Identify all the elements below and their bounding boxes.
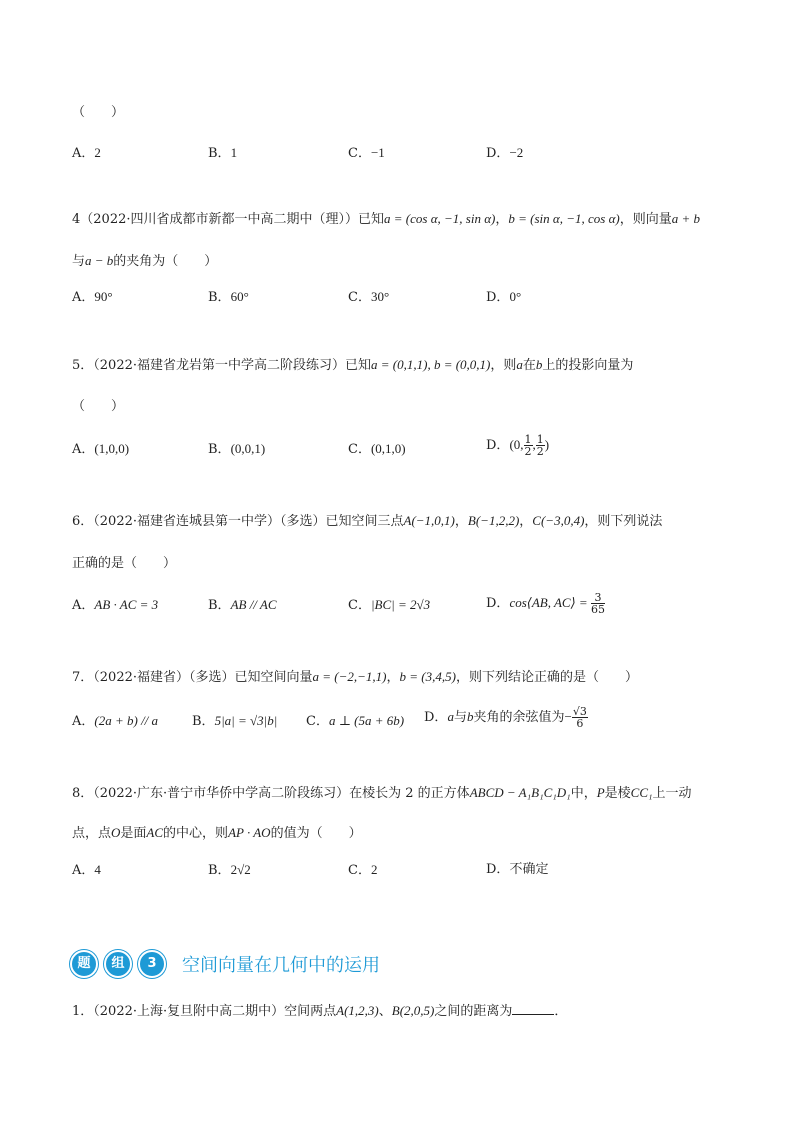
option-value: 2 [370,862,378,877]
question-number: 1． [72,1004,94,1019]
group-badge-ti: 题 [70,950,98,978]
math-vector-b: b [535,357,543,372]
group-badge-zu: 组 [104,950,132,978]
math-point-a: A(1,2,3) [336,1003,379,1018]
q8-stem-line1 [72,784,692,803]
option-value: cos⟨AB, AC⟩ = [509,595,591,610]
stem-text: 上的投影向量为 [542,358,634,373]
fraction [536,434,545,457]
question-source: （2022·福建省连城县第一中学）（多选） [93,514,326,529]
q6-option-c [348,596,430,615]
stem-text: 的夹角为（ ） [113,254,218,269]
option-value: (1,0,0) [94,441,130,456]
math-vector-b-def: b = (sin α, −1, cos α) [508,211,620,226]
fraction-numerator: 1 [536,433,544,446]
question-source: （2022·四川省成都市新都一中高二期中（理）） [80,212,358,227]
option-value: ) [544,437,550,452]
math-vector-a-def: a = (−2,−1,1) [312,669,387,684]
stem-text: 已知 [358,212,385,227]
q8-option-c [348,861,377,880]
q5-option-c [348,440,406,459]
option-value: 30° [370,289,390,304]
option-value: −2 [509,145,524,160]
q4-option-a [72,288,113,307]
option-value: 2√2 [230,862,251,877]
stem-text: 的值为（ ） [270,826,362,841]
math-sum: a + b [671,211,701,226]
option-value: , [532,437,536,452]
option-value: 5|a| = √3|b| [214,713,278,728]
option-value: (2a + b) // a [94,713,159,728]
math-edge: CC₁ [630,785,653,800]
q8-option-b [208,861,251,880]
fraction [572,706,588,729]
question-number: 4 [72,212,81,227]
option-value: (0, [509,437,524,452]
math-cube: ABCD − A₁B₁C₁D₁ [469,785,571,800]
math-point-o: O [111,825,121,840]
q6-option-b [208,596,277,615]
option-value: 60° [230,289,249,304]
fraction-denominator: 6 [576,717,584,730]
stem-text: 已知空间向量 [234,670,313,685]
option-label: D． [486,146,510,161]
math-vector-a: a [516,357,523,372]
option-label: A． [72,442,95,457]
q5-option-d [486,434,549,457]
fraction-denominator: 65 [590,603,605,616]
option-label: B． [208,290,231,305]
q6-stem-line1 [72,512,662,531]
stem-text: 在 [522,358,536,373]
question-number: 6． [72,514,94,529]
stem-text: 已知 [345,358,372,373]
math-vector-a: a [447,709,454,724]
q3-option-c [348,144,385,163]
stem-text: 的中心，则 [163,826,229,841]
math-point-p: P [596,785,605,800]
question-number: 5． [72,358,94,373]
q8-option-a [72,861,101,880]
math-point-c: C(−3,0,4) [532,513,585,528]
math-point-b: B(−1,2,2) [467,513,520,528]
stem-text: 之间的距离为 [434,1004,513,1019]
option-label: A． [72,146,95,161]
group-heading [70,950,380,978]
stem-text: ，则下列说法 [584,514,663,529]
math-vector-defs: a = (0,1,1), b = (0,0,1) [371,357,491,372]
q5-stem-line1 [72,356,633,375]
question-source: （2022·广东·普宁市华侨中学高二阶段练习） [93,786,350,801]
q3-paren: （ ） [72,105,125,120]
q6-option-d [486,592,605,615]
option-label: B． [208,863,231,878]
stem-text: ， [454,514,468,529]
stem-text: 中， [570,786,597,801]
fraction [591,592,605,615]
q5-option-a [72,440,129,459]
option-value: a ⊥ (5a + 6b) [328,713,405,728]
option-value: 4 [94,862,101,877]
option-value: 0° [509,289,522,304]
option-label: D． [424,710,448,725]
option-label: A． [72,290,95,305]
q5-option-b [208,440,265,459]
q8-stem-line2 [72,824,362,843]
q7-option-c [306,712,404,731]
q6-option-a [72,596,158,615]
option-value: AB · AC = 3 [94,597,159,612]
stem-text: 在棱长为 2 的正方体 [349,786,470,801]
group-badge-number: 3 [138,950,166,978]
option-value: 1 [230,145,238,160]
stem-text: ，则 [490,358,517,373]
fraction-denominator: 2 [524,445,532,458]
option-value: −1 [370,145,385,160]
stem-text: 是面 [120,826,147,841]
stem-text: ，则向量 [619,212,672,227]
minus-sign: − [564,709,572,724]
stem-text: 与 [72,254,86,269]
option-label: C． [348,863,371,878]
option-label: D． [486,290,510,305]
question-source: （2022·福建省）（多选） [93,670,235,685]
math-dot-product: AP · AO [228,825,271,840]
option-value: 90° [94,289,113,304]
option-value: AB // AC [230,597,277,612]
q4-option-b [208,288,249,307]
q4-stem-line2 [72,252,217,271]
q6-stem-line2: 正确的是（ ） [72,556,177,571]
option-label: C． [348,598,371,613]
q4-option-c [348,288,389,307]
stem-text: ，则下列结论正确的是（ ） [455,670,638,685]
option-label: C． [348,146,371,161]
math-diff: a − b [85,253,114,268]
option-value: 不确定 [509,862,549,877]
fraction-denominator: 2 [536,445,544,458]
stem-text: 上一动 [652,786,692,801]
stem-text: 、 [378,1004,392,1019]
option-label: C． [348,442,371,457]
q5-paren: （ ） [72,399,125,414]
stem-text: ． [554,1004,568,1019]
math-vector-b: b [466,709,474,724]
option-label: B． [208,442,231,457]
fraction-numerator: 3 [591,592,605,604]
fraction-numerator: √3 [572,705,587,718]
q8-option-d [486,861,548,879]
option-value: |BC| = 2√3 [370,597,431,612]
q3-option-a [72,144,101,163]
option-label: D． [486,438,510,453]
q3-option-b [208,144,237,163]
q7-option-a [72,712,158,731]
q4-stem-line1 [72,210,700,229]
option-label: C． [306,714,329,729]
option-label: C． [348,290,371,305]
g3q1-stem [72,1002,567,1021]
question-source: （2022·上海·复旦附中高二期中） [93,1004,285,1019]
option-label: B． [192,714,215,729]
math-vector-a-def: a = (cos α, −1, sin α) [384,211,496,226]
option-label: B． [208,146,231,161]
group-title: 空间向量在几何中的运用 [182,955,380,976]
option-text: 夹角的余弦值为 [473,710,565,725]
q7-option-d [424,706,588,729]
option-text: 与 [453,710,467,725]
fraction [524,434,533,457]
answer-blank[interactable] [512,1002,554,1015]
math-vector-b-def: b = (3,4,5) [399,669,456,684]
question-source: （2022·福建省龙岩第一中学高二阶段练习） [93,358,345,373]
q7-option-b [192,712,277,731]
option-value: (0,0,1) [230,441,266,456]
stem-text: ， [386,670,400,685]
stem-text: ， [519,514,533,529]
option-label: A． [72,598,95,613]
question-number: 8． [72,786,94,801]
option-label: B． [208,598,231,613]
math-face: AC [146,825,164,840]
option-label: D． [486,596,510,611]
stem-text: 是棱 [604,786,631,801]
fraction-numerator: 1 [524,433,532,446]
question-number: 7． [72,670,94,685]
q4-option-d [486,288,521,307]
option-label: D． [486,862,510,877]
option-label: A． [72,863,95,878]
option-value: (0,1,0) [370,441,406,456]
stem-text: 点，点 [72,826,112,841]
q7-stem [72,668,638,687]
stem-text: 已知空间三点 [325,514,404,529]
math-point-a: A(−1,0,1) [403,513,455,528]
option-value: 2 [94,145,101,160]
math-point-b: B(2,0,5) [391,1003,435,1018]
stem-text: 空间两点 [284,1004,337,1019]
option-label: A． [72,714,95,729]
stem-text: ， [495,212,509,227]
q3-option-d [486,144,523,163]
